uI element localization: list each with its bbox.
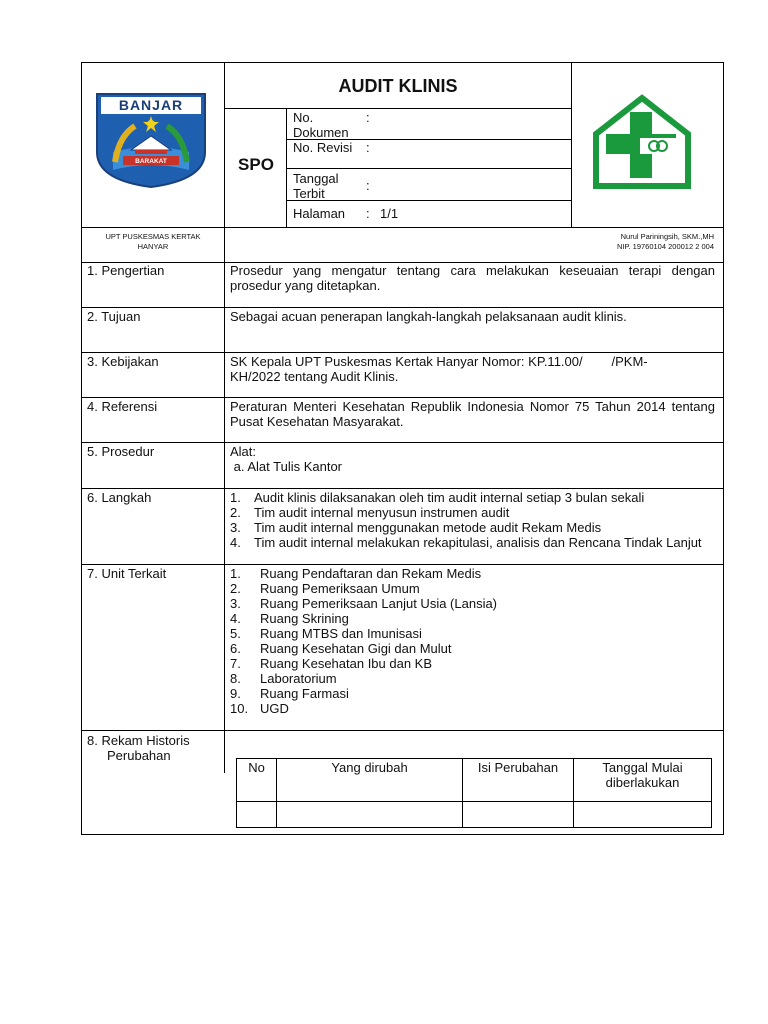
list-number: 4. — [230, 611, 241, 626]
meta-separator: : — [366, 178, 370, 193]
halaman-value: 1/1 — [380, 206, 399, 221]
list-text: Tim audit internal menyusun instrumen audit — [254, 505, 510, 520]
list-item — [230, 641, 715, 656]
list-item — [230, 671, 715, 686]
divider — [81, 397, 724, 398]
banjar-logo — [95, 92, 207, 188]
divider — [224, 62, 225, 773]
table-header-no: No — [248, 760, 265, 775]
no-dokumen-label: No. Dokumen — [293, 110, 349, 140]
section-text-kebijakan-line1: SK Kepala UPT Puskesmas Kertak Hanyar Nomor: KP.11.00/ /PKM- — [230, 354, 648, 369]
section-label-rekam-line2: Perubahan — [107, 748, 171, 763]
list-number: 8. — [230, 671, 241, 686]
list-item — [230, 686, 715, 701]
list-text: Ruang Pemeriksaan Umum — [260, 581, 420, 596]
list-number: 1. — [230, 490, 241, 505]
divider — [81, 307, 724, 308]
list-text: Tim audit internal melakukan rekapitulasi, analisis dan Rencana Tindak Lanjut — [254, 535, 702, 550]
divider — [224, 108, 571, 109]
list-number: 6. — [230, 641, 241, 656]
org-name-line1: UPT PUSKESMAS KERTAK — [105, 232, 201, 241]
list-item — [230, 581, 715, 596]
list-number: 5. — [230, 626, 241, 641]
section-label-langkah: 6. Langkah — [87, 490, 152, 505]
meta-separator: : — [366, 110, 370, 125]
list-number: 7. — [230, 656, 241, 671]
section-text-tujuan: Sebagai acuan penerapan langkah-langkah pelaksanaan audit klinis. — [230, 309, 627, 324]
divider — [81, 352, 724, 353]
section-text-kebijakan-line2: KH/2022 tentang Audit Klinis. — [230, 369, 399, 384]
list-number: 4. — [230, 535, 241, 550]
puskesmas-logo — [592, 94, 692, 190]
divider — [573, 758, 574, 828]
list-item — [230, 535, 715, 550]
list-number: 3. — [230, 520, 241, 535]
table-header-tanggal-mulai: Tanggal Mulai diberlakukan — [602, 760, 683, 790]
divider — [81, 564, 724, 565]
list-text: UGD — [260, 701, 289, 716]
list-text: Audit klinis dilaksanakan oleh tim audit internal setiap 3 bulan sekali — [254, 490, 645, 505]
section-text-pengertian: Prosedur yang mengatur tentang cara melakukan keseuaian terapi dengan prosedur yang ditetapkan. — [230, 263, 715, 293]
section-label-pengertian: 1. Pengertian — [87, 263, 165, 278]
list-text: Ruang MTBS dan Imunisasi — [260, 626, 422, 641]
section-label-prosedur: 5. Prosedur — [87, 444, 155, 459]
list-number: 10. — [230, 701, 249, 716]
halaman-label: Halaman — [293, 206, 346, 221]
list-number: 2. — [230, 581, 241, 596]
banjar-logo-title: BANJAR — [118, 97, 184, 113]
signer-name: Nurul Pariningsih, SKM.,MH — [620, 232, 714, 241]
section-text-prosedur-line2: a. Alat Tulis Kantor — [230, 459, 343, 474]
list-text: Ruang Skrining — [260, 611, 349, 626]
list-item — [230, 656, 715, 671]
list-text: Tim audit internal menggunakan metode audit Rekam Medis — [254, 520, 602, 535]
tanggal-terbit-label: Tanggal Terbit — [293, 171, 339, 201]
list-text: Ruang Pendaftaran dan Rekam Medis — [260, 566, 482, 581]
list-item — [230, 596, 715, 611]
divider — [81, 227, 724, 228]
divider — [236, 801, 712, 802]
list-text: Laboratorium — [260, 671, 337, 686]
list-text: Ruang Farmasi — [260, 686, 349, 701]
list-item — [230, 701, 715, 716]
list-item — [230, 611, 715, 626]
divider — [571, 62, 572, 228]
section-text-referensi: Peraturan Menteri Kesehatan Republik Indonesia Nomor 75 Tahun 2014 tentang Pusat Kesehatan Masyarakat. — [230, 399, 715, 429]
banjar-logo-band: BARAKAT — [135, 158, 167, 165]
list-text: Ruang Pemeriksaan Lanjut Usia (Lansia) — [260, 596, 498, 611]
section-label-tujuan: 2. Tujuan — [87, 309, 141, 324]
section-label-kebijakan: 3. Kebijakan — [87, 354, 159, 369]
section-text-prosedur-line1: Alat: — [230, 444, 257, 459]
divider — [81, 730, 724, 731]
signer-nip: NIP. 19760104 200012 2 004 — [616, 242, 714, 251]
table-header-isi-perubahan: Isi Perubahan — [477, 760, 559, 775]
unit-terkait-list — [230, 566, 715, 716]
section-label-referensi: 4. Referensi — [87, 399, 158, 414]
org-name-line2: HANYAR — [137, 242, 169, 251]
meta-separator: : — [366, 140, 370, 155]
list-item — [230, 566, 715, 581]
list-number: 2. — [230, 505, 241, 520]
list-number: 3. — [230, 596, 241, 611]
list-item — [230, 626, 715, 641]
section-label-rekam-line1: 8. Rekam Historis — [87, 733, 190, 748]
divider — [286, 168, 571, 169]
list-text: Ruang Kesehatan Ibu dan KB — [260, 656, 433, 671]
spo-label: SPO — [238, 155, 274, 174]
divider — [81, 488, 724, 489]
section-label-unit-terkait: 7. Unit Terkait — [87, 566, 167, 581]
langkah-list — [230, 490, 715, 550]
list-item — [230, 505, 715, 520]
list-text: Ruang Kesehatan Gigi dan Mulut — [260, 641, 452, 656]
document-title: AUDIT KLINIS — [338, 76, 458, 96]
list-number: 1. — [230, 566, 241, 581]
list-number: 9. — [230, 686, 241, 701]
divider — [81, 442, 724, 443]
meta-separator: : — [366, 206, 370, 221]
list-item — [230, 520, 715, 535]
list-item — [230, 490, 715, 505]
no-revisi-label: No. Revisi — [293, 140, 353, 155]
table-header-yang-dirubah: Yang dirubah — [331, 760, 408, 775]
